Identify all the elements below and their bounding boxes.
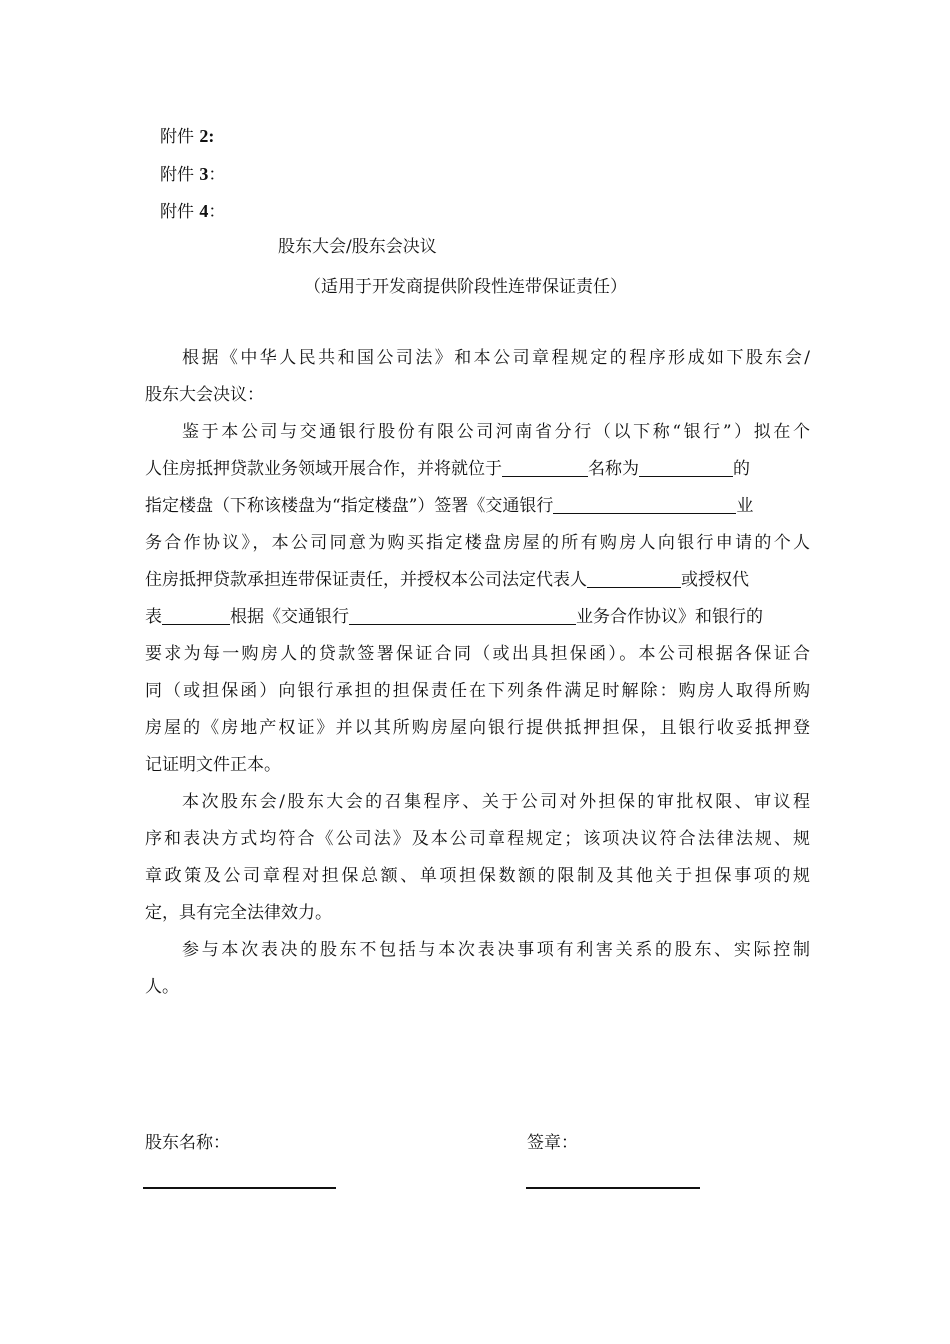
attachment-number: 2 xyxy=(199,126,209,146)
text-line: 股东大会决议： xyxy=(145,385,264,405)
attachment-number: 4 xyxy=(199,201,209,221)
fill-blank-legal-representative[interactable] xyxy=(587,569,681,588)
text-segment: 或授权代 xyxy=(681,570,749,590)
text-line: 要求为每一购房人的贷款签署保证合同（或出具担保函）。本公司根据各保证合 xyxy=(145,644,810,664)
paragraph-voting xyxy=(145,932,810,1006)
text-line: 根据《中华人民共和国公司法》和本公司章程规定的程序形成如下股东会/ xyxy=(182,348,810,368)
text-line: 同（或担保函）向银行承担的担保责任在下列条件满足时解除：购房人取得所购 xyxy=(145,681,810,701)
paragraph-guarantee xyxy=(145,414,810,784)
text-line-with-blanks xyxy=(145,488,810,525)
shareholder-name-label: 股东名称： xyxy=(145,1133,230,1153)
text-segment: 的 xyxy=(733,459,750,479)
text-line-with-blanks xyxy=(145,599,810,636)
text-segment: 指定楼盘（下称该楼盘为“指定楼盘”）签署《交通银行 xyxy=(145,496,554,516)
text-segment: 人住房抵押贷款业务领域开展合作，并将就位于 xyxy=(145,459,502,479)
seal-line[interactable] xyxy=(526,1187,700,1189)
text-segment: 住房抵押贷款承担连带保证责任，并授权本公司法定代表人 xyxy=(145,570,587,590)
paragraph-procedure xyxy=(145,784,810,932)
text-segment: 业 xyxy=(736,496,754,516)
text-segment: 表 xyxy=(145,607,162,627)
fill-blank-project-name[interactable] xyxy=(639,458,733,477)
text-line: 务合作协议》，本公司同意为购买指定楼盘房屋的所有购房人向银行申请的个人 xyxy=(145,533,810,553)
attachment-3 xyxy=(160,160,225,185)
text-line: 鉴于本公司与交通银行股份有限公司河南省分行（以下称“银行”）拟在个 xyxy=(182,422,810,442)
document-subtitle: （适用于开发商提供阶段性连带保证责任） xyxy=(304,277,627,297)
attachment-separator: ： xyxy=(208,165,226,185)
text-line: 记证明文件正本。 xyxy=(145,755,281,775)
text-segment: 业务合作协议》和银行的 xyxy=(576,607,763,627)
text-line-with-blanks xyxy=(145,451,810,488)
attachment-4 xyxy=(160,197,225,222)
text-line: 序和表决方式均符合《公司法》及本公司章程规定；该项决议符合法律法规、规 xyxy=(145,829,810,849)
attachment-number: 3 xyxy=(199,164,209,184)
seal-label: 签章： xyxy=(527,1133,578,1153)
attachment-separator: ： xyxy=(208,202,226,222)
fill-blank-agreement-name-2[interactable] xyxy=(349,606,576,625)
fill-blank-agreement-name[interactable] xyxy=(553,495,736,514)
fill-blank-authorized-representative[interactable] xyxy=(162,606,230,625)
fill-blank-location[interactable] xyxy=(502,458,588,477)
attachment-label: 附件 xyxy=(160,127,194,147)
paragraph-legal-basis xyxy=(145,340,810,414)
text-line-with-blanks xyxy=(145,562,810,599)
attachment-separator: : xyxy=(208,126,215,146)
text-segment: 名称为 xyxy=(588,459,639,479)
text-line: 本次股东会/股东大会的召集程序、关于公司对外担保的审批权限、审议程 xyxy=(182,792,810,812)
text-line: 定，具有完全法律效力。 xyxy=(145,903,332,923)
text-segment: 根据《交通银行 xyxy=(230,607,349,627)
attachment-label: 附件 xyxy=(160,165,194,185)
document-title: 股东大会/股东会决议 xyxy=(278,237,437,257)
text-line: 章政策及公司章程对担保总额、单项担保数额的限制及其他关于担保事项的规 xyxy=(145,866,810,886)
text-line: 房屋的《房地产权证》并以其所购房屋向银行提供抵押担保，且银行收妥抵押登 xyxy=(145,718,810,738)
text-line: 人。 xyxy=(145,977,179,997)
shareholder-name-line[interactable] xyxy=(143,1187,336,1189)
attachment-2 xyxy=(160,122,214,147)
text-line: 参与本次表决的股东不包括与本次表决事项有利害关系的股东、实际控制 xyxy=(182,940,810,960)
resolution-body xyxy=(145,340,810,1006)
attachment-label: 附件 xyxy=(160,202,194,222)
